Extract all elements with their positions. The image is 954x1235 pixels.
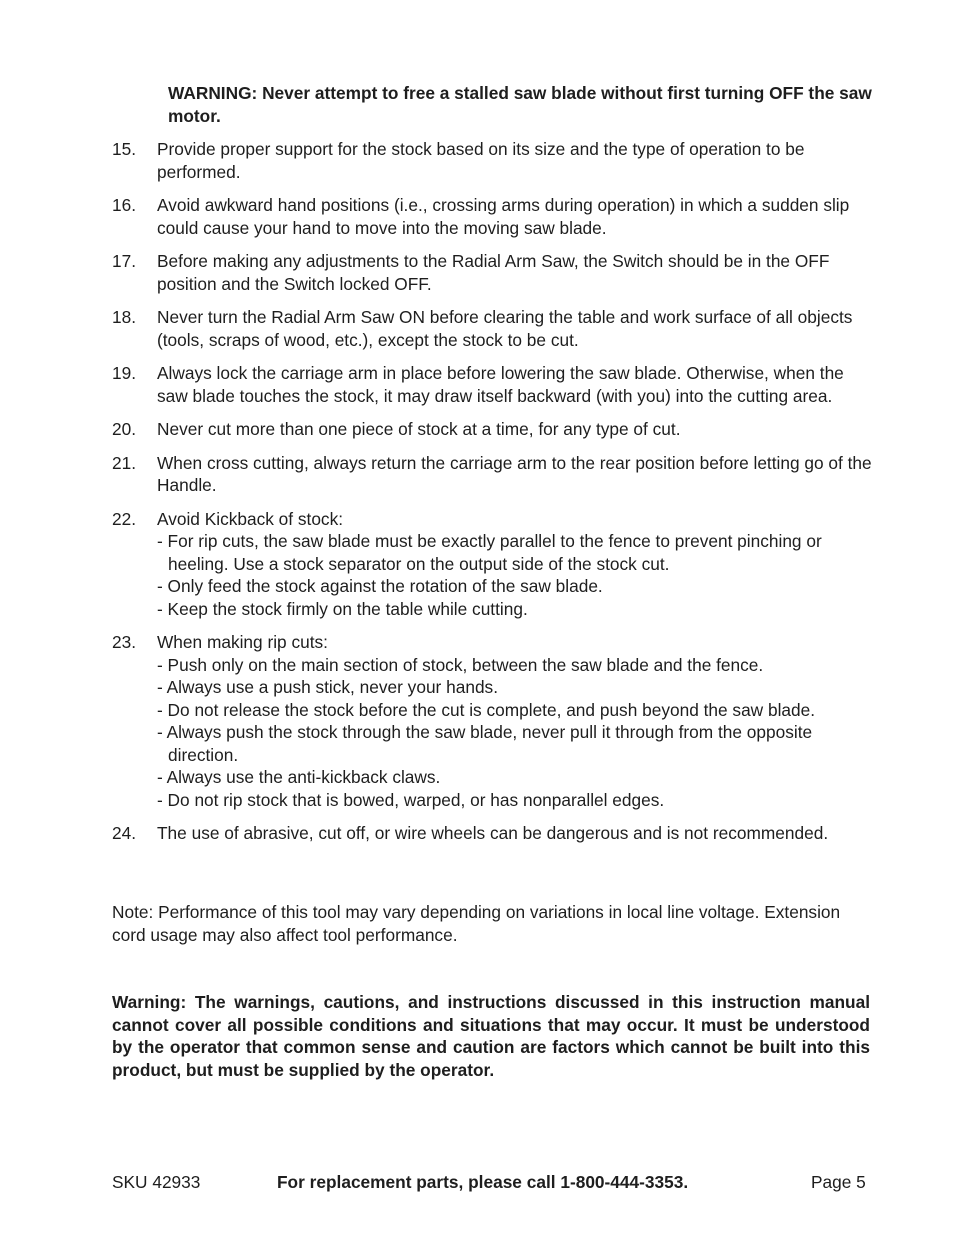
performance-note: Note: Performance of this tool may vary depending on variations in local line voltage. Extension cord usage may also affect tool performance.: [112, 902, 841, 945]
item-text: Avoid Kickback of stock:: [157, 508, 344, 529]
item-number: 20.: [112, 419, 137, 439]
item-number: 16.: [112, 195, 137, 215]
item-text: Never turn the Radial Arm Saw ON before clearing the table and work surface of all objects (tools, scraps of wood, etc.), except the stock to be cut.: [157, 307, 853, 350]
list-item: [112, 194, 874, 239]
item-text: When cross cutting, always return the carriage arm to the rear position before letting go of the Handle.: [157, 452, 872, 495]
item-number: 23.: [112, 632, 137, 652]
item-text: Before making any adjustments to the Radial Arm Saw, the Switch should be in the OFF position and the Switch locked OFF.: [157, 251, 830, 294]
list-item: [112, 306, 874, 351]
item-number: 19.: [112, 363, 137, 383]
sub-item: - Do not rip stock that is bowed, warped, or has nonparallel edges.: [157, 789, 665, 810]
list-item: [112, 250, 874, 295]
item-number: 18.: [112, 307, 137, 327]
list-item: [112, 138, 874, 183]
sub-item: - Keep the stock firmly on the table while cutting.: [157, 598, 528, 619]
sub-item: - Do not release the stock before the cut is complete, and push beyond the saw blade.: [157, 699, 816, 720]
item-text: Provide proper support for the stock based on its size and the type of operation to be performed.: [157, 139, 805, 182]
item-number: 17.: [112, 251, 137, 271]
sub-item: - Only feed the stock against the rotation of the saw blade.: [157, 576, 603, 596]
list-item: [112, 452, 874, 497]
sub-item: - For rip cuts, the saw blade must be exactly parallel to the fence to prevent pinching or heeling. Use a stock separator on the output side of the stock cut.: [157, 531, 822, 574]
list-item: [112, 362, 874, 407]
sub-item: - Always push the stock through the saw blade, never pull it through from the opposite direction.: [157, 722, 813, 765]
footer-sku: SKU 42933: [112, 1172, 201, 1192]
footer-page-number: Page 5: [811, 1172, 866, 1192]
stalled-blade-warning: WARNING: Never attempt to free a stalled saw blade without first turning OFF the saw motor.: [168, 83, 872, 126]
list-item: [112, 508, 874, 621]
item-text: Avoid awkward hand positions (i.e., crossing arms during operation) in which a sudden slip could cause your hand to move into the moving saw blade.: [157, 195, 850, 238]
footer-replacement-parts: For replacement parts, please call 1-800-444-3353.: [277, 1172, 689, 1192]
sub-item: - Push only on the main section of stock, between the saw blade and the fence.: [157, 654, 764, 675]
list-item: [112, 822, 874, 845]
item-number: 21.: [112, 452, 137, 473]
item-text: Never cut more than one piece of stock at a time, for any type of cut.: [157, 419, 681, 439]
general-warning: Warning: The warnings, cautions, and instructions discussed in this instruction manual cannot cover all possible conditions and situations that may occur. It must be understood by the operator that common sense and caution are factors which cannot be built into this product, but must be supplied by the operator.: [112, 992, 870, 1080]
item-number: 22.: [112, 508, 137, 529]
sub-item: - Always use the anti-kickback claws.: [157, 767, 441, 787]
sub-item: - Always use a push stick, never your hands.: [157, 677, 498, 697]
item-text: When making rip cuts:: [157, 632, 328, 652]
list-item: [112, 631, 874, 811]
list-item: [112, 418, 874, 441]
item-text: The use of abrasive, cut off, or wire wheels can be dangerous and is not recommended.: [157, 823, 829, 843]
item-number: 15.: [112, 139, 137, 159]
item-text: Always lock the carriage arm in place before lowering the saw blade. Otherwise, when the saw blade touches the stock, it may draw itself backward (with you) into the cutting area.: [157, 363, 844, 406]
safety-list: [112, 138, 874, 856]
item-number: 24.: [112, 823, 137, 843]
